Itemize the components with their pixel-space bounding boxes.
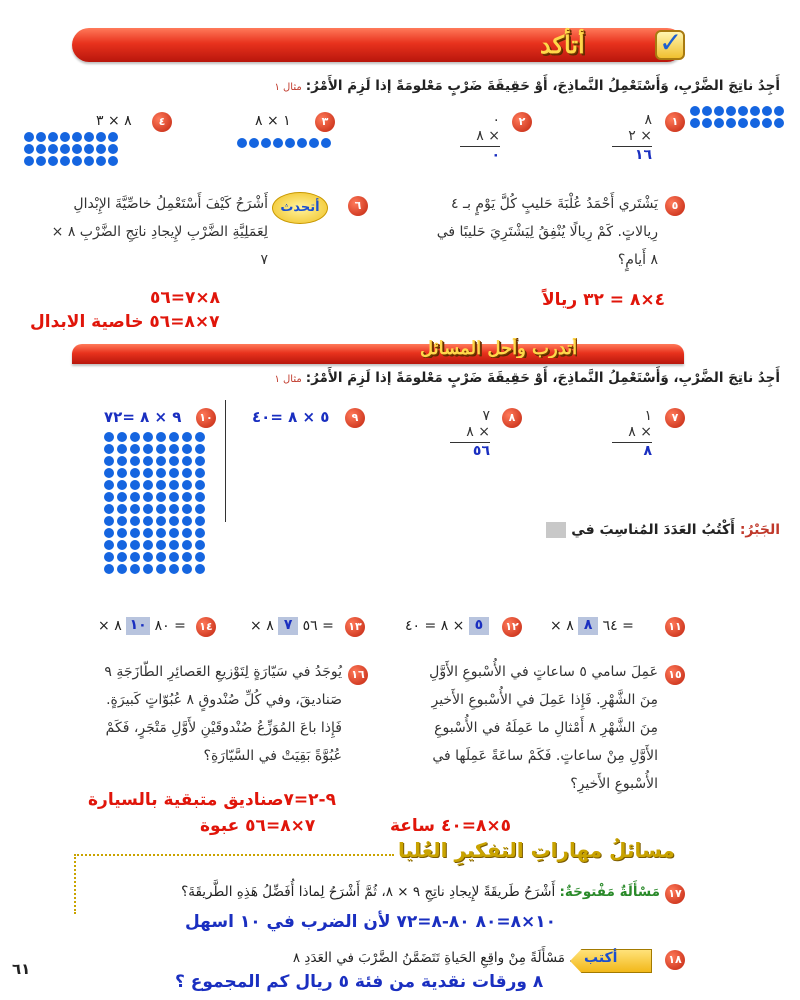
dotted-divider — [74, 854, 76, 914]
open-problem: مَسْأَلَةٌ مَفْتوحَةٌ: أَشْرَحُ طَريقَةً لإِيجادِ ناتِجِ ٩ × ٨، ثُمَّ أَشْرَحُ لِماذا أُفَضِّلُ هَذِهِ الطَّريقَةَ؟ — [181, 884, 660, 900]
answer: ٩-٢=٧صناديق متبقية بالسيارة — [88, 790, 336, 810]
vertical-multiplication: ٧ ٨ × ٥٦ — [450, 408, 490, 459]
dot-array-model — [237, 138, 331, 148]
problem-number: ١٢ — [502, 617, 522, 637]
vertical-multiplication: ٠ ٨ × ٠ — [460, 112, 500, 163]
problem-number: ١٨ — [665, 950, 685, 970]
problem-number: ٢ — [512, 112, 532, 132]
checkmark-icon: ✓ — [655, 30, 685, 60]
answer: ١٠×٨=٨٠ ٨٠-٨=٧٢ لأن الضرب في ١٠ اسهل — [185, 912, 557, 932]
dotted-divider — [74, 854, 394, 856]
instructions: أَجِدُ ناتِجَ الضَّرْبِ، وَأَسْتَعْمِلُ النَّماذِجَ، أَوْ حَقِيقَةَ ضَرْبٍ مَعْلومَةً إذا لَزِمَ الأَمْرُ:مثال ١ — [274, 370, 780, 386]
problem-number: ١ — [665, 112, 685, 132]
problem-number: ٥ — [665, 196, 685, 216]
problem-number: ٦ — [348, 196, 368, 216]
word-problem: يُوجَدُ في سَيّارَةٍ لِتَوْزيعِ العَصائِرِ الطّازَجَةِ ٩ صَناديقَ، وفي كُلِّ صُنْدوقٍ ٨ عُبُوّاتٍ كَبيرَةٍ. فَإِذا باعَ المُوَزِّعُ صُنْدوقَيْنِ لأَوَّلِ مَتْجَرٍ، فَكَمْ عُبُوَّةً بَقِيَتْ في السَّيّارَةِ؟ — [104, 664, 342, 764]
vertical-multiplication: ٨ ٢ × ١٦ — [612, 112, 652, 163]
problem-number: ٤ — [152, 112, 172, 132]
problem-number: ١٠ — [196, 408, 216, 428]
problem-number: ١٤ — [196, 617, 216, 637]
fill-in-equation: = ٦٤ ٨ ٨ × — [550, 617, 634, 634]
multiplication-expression: ٩ × ٨ =٧٢ — [104, 408, 182, 426]
word-problem: يَشْتَري أَحْمَدُ عُلْبَةَ حَليبٍ كُلَّ يَوْمٍ بـ ٤ رِيالاتٍ. كَمْ رِيالًا يُنْفِقُ لِيَشْتَرِيَ حَليبًا في ٨ أَيامٍ؟ — [436, 196, 658, 268]
blank-box-icon — [546, 522, 566, 538]
fill-in-equation: ٥ × ٨ = ٤٠ — [405, 617, 489, 635]
problem-number: ٩ — [345, 408, 365, 428]
section-header-title: أتدرب وأحل المسائل — [420, 338, 578, 358]
multiplication-expression: ٨ × ٣ — [96, 113, 132, 129]
word-problem: أَشْرَحُ كَيْفَ أَسْتَعْمِلُ خاصِّيَّةَ الإِبْدالِ لِعَمَلِيَّةِ الضَّرْبِ لإِيجادِ ناتِجِ الضَّرْبِ ٨ × ٧ — [51, 196, 268, 268]
dot-array-model — [24, 132, 118, 166]
answer: ٨×٧=٥٦ — [150, 288, 221, 308]
section-header-title: أتأكد — [540, 30, 585, 59]
instructions: أَجِدُ ناتِجَ الضَّرْبِ، وَأَسْتَعْمِلُ النَّماذِجَ، أَوْ حَقِيقَةَ ضَرْبٍ مَعْلومَةً إذا لَزِمَ الأَمْرُ:مثال ١ — [274, 78, 780, 94]
write-badge: أكتب — [584, 950, 618, 966]
section-header-bar — [72, 28, 684, 62]
answer: ٥×٨=٤٠ ساعة — [390, 816, 511, 836]
problem-number: ١٥ — [665, 665, 685, 685]
vertical-multiplication: ١ ٨ × ٨ — [612, 408, 652, 459]
dot-array-model — [690, 106, 784, 128]
hots-section-title: مسائلُ مهاراتِ التفكيرِ العُليا — [398, 838, 675, 862]
algebra-instruction: الجَبْرُ: أَكْتُبُ العَدَدَ المُناسِبَ في — [380, 522, 780, 538]
divider-line — [225, 400, 226, 522]
problem-number: ١٣ — [345, 617, 365, 637]
answer: ٤×٨ = ٣٢ ريالاً — [541, 290, 665, 310]
multiplication-expression: ١ × ٨ — [255, 113, 291, 129]
problem-number: ١٦ — [348, 665, 368, 685]
writing-prompt: مَسْأَلَةً مِنْ واقِعِ الحَياةِ تَتَضَمَّنُ الضَّرْبَ في العَدَدِ ٨ — [292, 950, 565, 966]
answer: ٧×٨=٥٦ خاصية الابدال — [30, 312, 220, 332]
problem-number: ٣ — [315, 112, 335, 132]
word-problem: عَمِلَ سامي ٥ ساعاتٍ في الأُسْبوعِ الأَوَّلِ مِنَ الشَّهْرِ. فَإِذا عَمِلَ في الأُسْبوعِ الأَخيرِ مِنَ الشَّهْرِ ٨ أَمْثالِ ما عَمِلَهُ في الأُسْبوعِ الأَوَّلِ مِنْ ساعاتٍ. فَكَمْ ساعَةً عَمِلَها في الأُسْبوعِ الأَخيرِ؟ — [429, 664, 658, 792]
page-number: ٦١ — [12, 960, 31, 978]
problem-number: ١٧ — [665, 884, 685, 904]
problem-number: ١١ — [665, 617, 685, 637]
problem-number: ٧ — [665, 408, 685, 428]
problem-number: ٨ — [502, 408, 522, 428]
dot-array-model — [104, 432, 205, 574]
fill-in-equation: = ٥٦ ٧ ٨ × — [250, 617, 334, 634]
fill-in-equation: = ٨٠ ١٠ ٨ × — [98, 617, 186, 634]
answer: ٨ ورقات نقدية من فئة ٥ ريال كم المجموع ؟ — [175, 972, 544, 992]
answer: ٧×٨=٥٦ عبوة — [200, 816, 316, 836]
section-header-bar — [72, 344, 684, 364]
multiplication-expression: ٥ × ٨ =٤٠ — [252, 408, 330, 426]
talk-bubble-icon: أتحدث — [272, 192, 328, 224]
